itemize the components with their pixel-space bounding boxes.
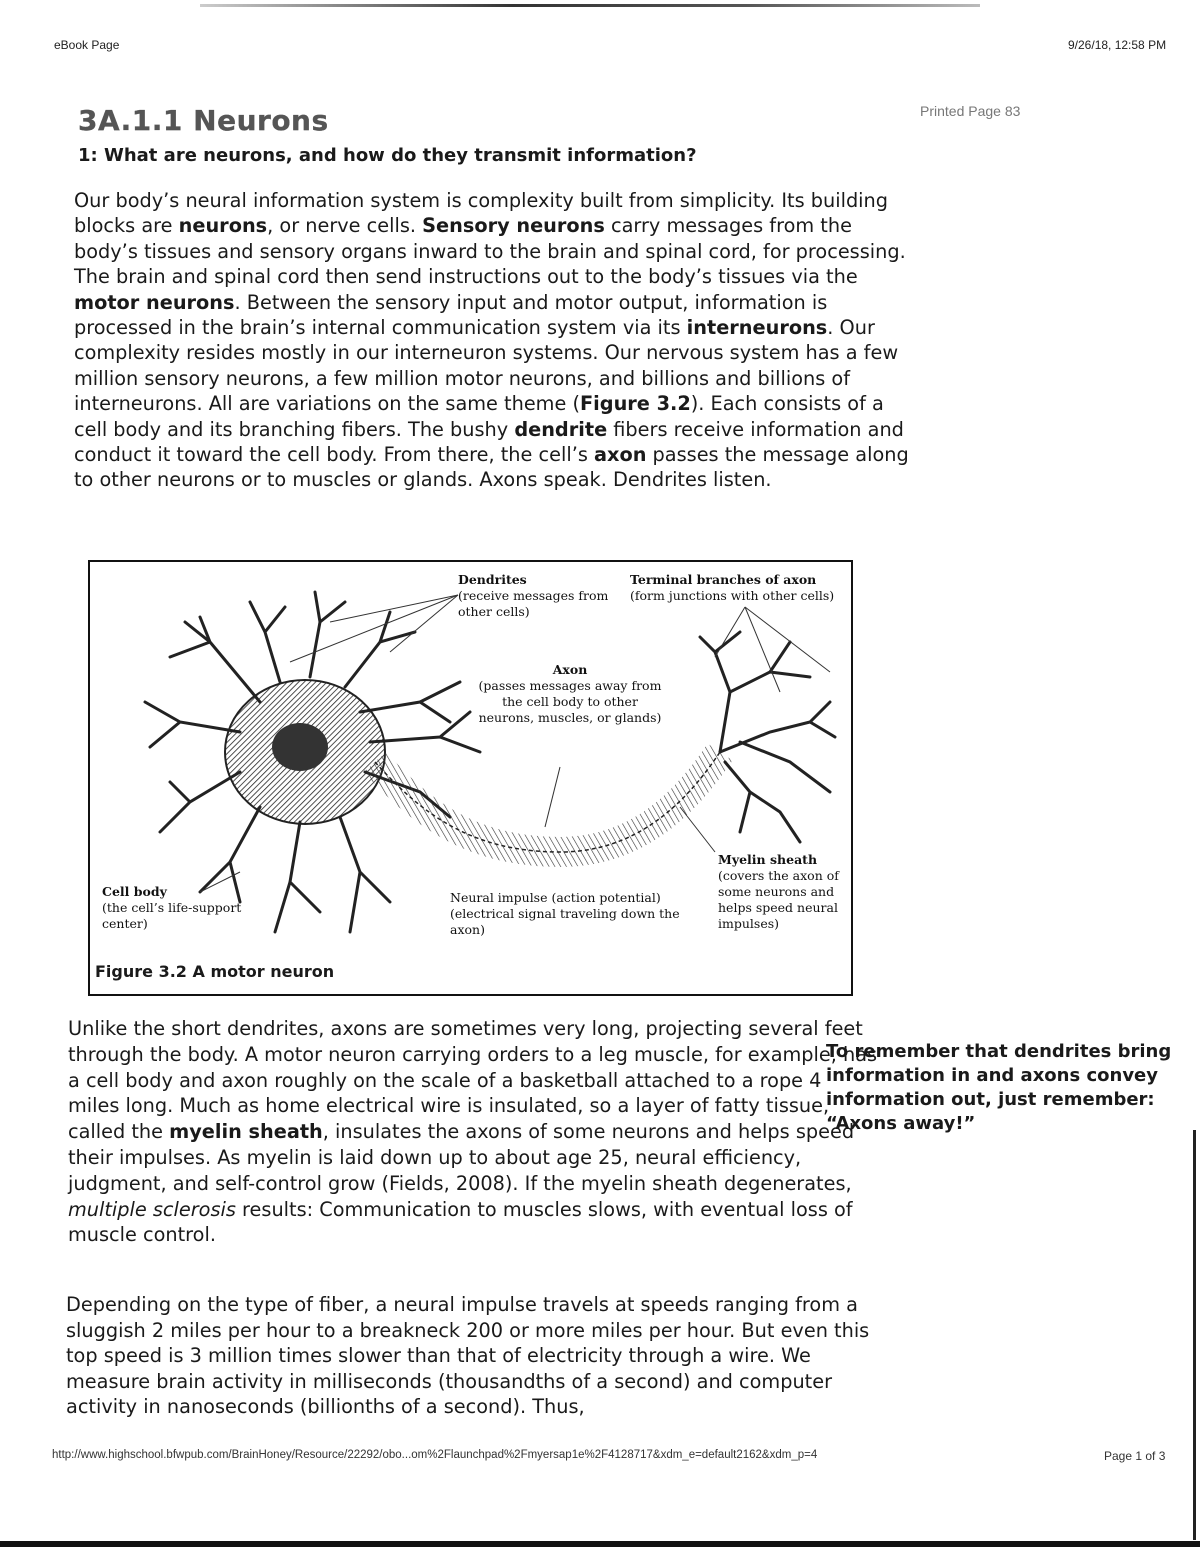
header-right: 9/26/18, 12:58 PM: [1068, 38, 1167, 52]
label-terminal-title: Terminal branches of axon: [630, 572, 817, 587]
scan-artifact-bottom: [0, 1541, 1200, 1547]
scan-artifact-top: [200, 4, 980, 7]
label-myelin-desc: (covers the axon of some neurons and helps speed neural impulses): [718, 868, 839, 931]
scan-artifact-right: [1193, 1130, 1196, 1540]
key-term: motor neurons: [74, 290, 235, 314]
text-run: , or nerve cells.: [267, 214, 423, 238]
paragraph-2: [68, 1016, 878, 1248]
printed-page: Printed Page 83: [920, 103, 1021, 119]
text-run: Our body’s neural information system is complexity built from simplicity. Its building blocks are: [74, 189, 889, 238]
key-term: interneurons: [686, 316, 828, 340]
page-title: 3A.1.1 Neurons: [78, 104, 329, 137]
text-run: passes the message along to other neurons or to muscles or glands. Axons speak. Dendrites listen.: [74, 443, 909, 492]
header-left: eBook Page: [54, 38, 120, 52]
nucleus-shape: [272, 723, 328, 771]
text-run: carry messages from the body’s tissues and sensory organs inward to the brain and spinal cord, for processing. The brain and spinal cord then send instructions out to the body’s tissues via the: [74, 214, 906, 289]
text-run: . Our complexity resides mostly in our interneuron systems. Our nervous system has a few million sensory neurons, a few million motor neurons, and billions and billions of interneurons. All are variations on the same theme (: [74, 316, 899, 416]
label-neural-impulse: [450, 890, 700, 938]
footer-url: http://www.highschool.bfwpub.com/BrainHoney/Resource/22292/obo...om%2Flaunchpad%2Fmyersap1e%2F4128717&xdm_e=default2162&xdm_p=4: [52, 1449, 818, 1461]
label-cell-body-desc: (the cell’s life-support center): [102, 900, 242, 931]
terminal-branches: [700, 632, 835, 842]
text-run: , insulates the axons of some neurons and helps speed their impulses. As myelin is laid down up to about age 25, neural efficiency, judgment, and self-control grow (Fields, 2008). If the myelin sheath degenerates,: [68, 1120, 855, 1195]
label-cell-body: [102, 884, 242, 932]
text-run: results: Communication to muscles slows, with eventual loss of muscle control.: [68, 1197, 853, 1247]
paragraph-3: Depending on the type of fiber, a neural impulse travels at speeds ranging from a sluggish 2 miles per hour to a breakneck 200 or more miles per hour. But even this top speed is 3 million times slower than that of electricity through a wire. We measure brain activity in milliseconds (thousandths of a second) and computer activity in nanoseconds (billionths of a second). Thus,: [66, 1293, 870, 1419]
label-axon: [475, 662, 665, 726]
footer-page-number: Page 1 of 3: [1104, 1449, 1166, 1463]
label-cell-body-title: Cell body: [102, 884, 167, 899]
key-term: myelin sheath: [169, 1120, 323, 1144]
label-dendrites-desc: (receive messages from other cells): [458, 588, 609, 619]
label-axon-title: Axon: [552, 662, 588, 677]
axon-shape: [375, 752, 720, 852]
text-run: Unlike the short dendrites, axons are sometimes very long, projecting several feet through the body. A motor neuron carrying orders to a leg muscle, for example, has a cell body and axon roughly on the scale of a basketball attached to a rope 4 miles long. Much as home electrical wire is insulated, so a layer of fatty tissue, called the: [68, 1017, 878, 1144]
label-myelin-sheath: [718, 852, 846, 932]
figure-caption: Figure 3.2 A motor neuron: [95, 962, 335, 981]
label-myelin-title: Myelin sheath: [718, 852, 818, 867]
key-term: axon: [594, 443, 647, 467]
label-axon-desc: (passes messages away from the cell body to other neurons, muscles, or glands): [478, 678, 662, 725]
key-term: neurons: [178, 214, 268, 238]
margin-note: To remember that dendrites bring information in and axons convey information out, just remember: “Axons away!”: [826, 1041, 1172, 1134]
label-terminal-branches: [630, 572, 845, 604]
text-run: fibers receive information and conduct it toward the cell body. From there, the cell’s: [74, 417, 904, 467]
text-run: ). Each consists of a cell body and its branching fibers. The bushy: [74, 392, 884, 441]
key-term: Figure 3.2: [579, 392, 691, 416]
key-term: dendrite: [514, 417, 608, 441]
text-run: . Between the sensory input and motor output, information is processed in the brain’s internal communication system via its: [74, 290, 828, 340]
label-dendrites: [458, 572, 618, 620]
label-dendrites-title: Dendrites: [458, 572, 527, 587]
key-term: Sensory neurons: [422, 214, 605, 238]
key-term: multiple sclerosis: [68, 1197, 236, 1221]
paragraph-1: [74, 188, 914, 493]
figure-motor-neuron: [88, 560, 853, 996]
label-terminal-desc: (form junctions with other cells): [630, 588, 835, 603]
label-impulse-desc: Neural impulse (action potential) (electrical signal traveling down the axon): [450, 890, 680, 937]
question-heading: 1: What are neurons, and how do they transmit information?: [78, 145, 697, 166]
